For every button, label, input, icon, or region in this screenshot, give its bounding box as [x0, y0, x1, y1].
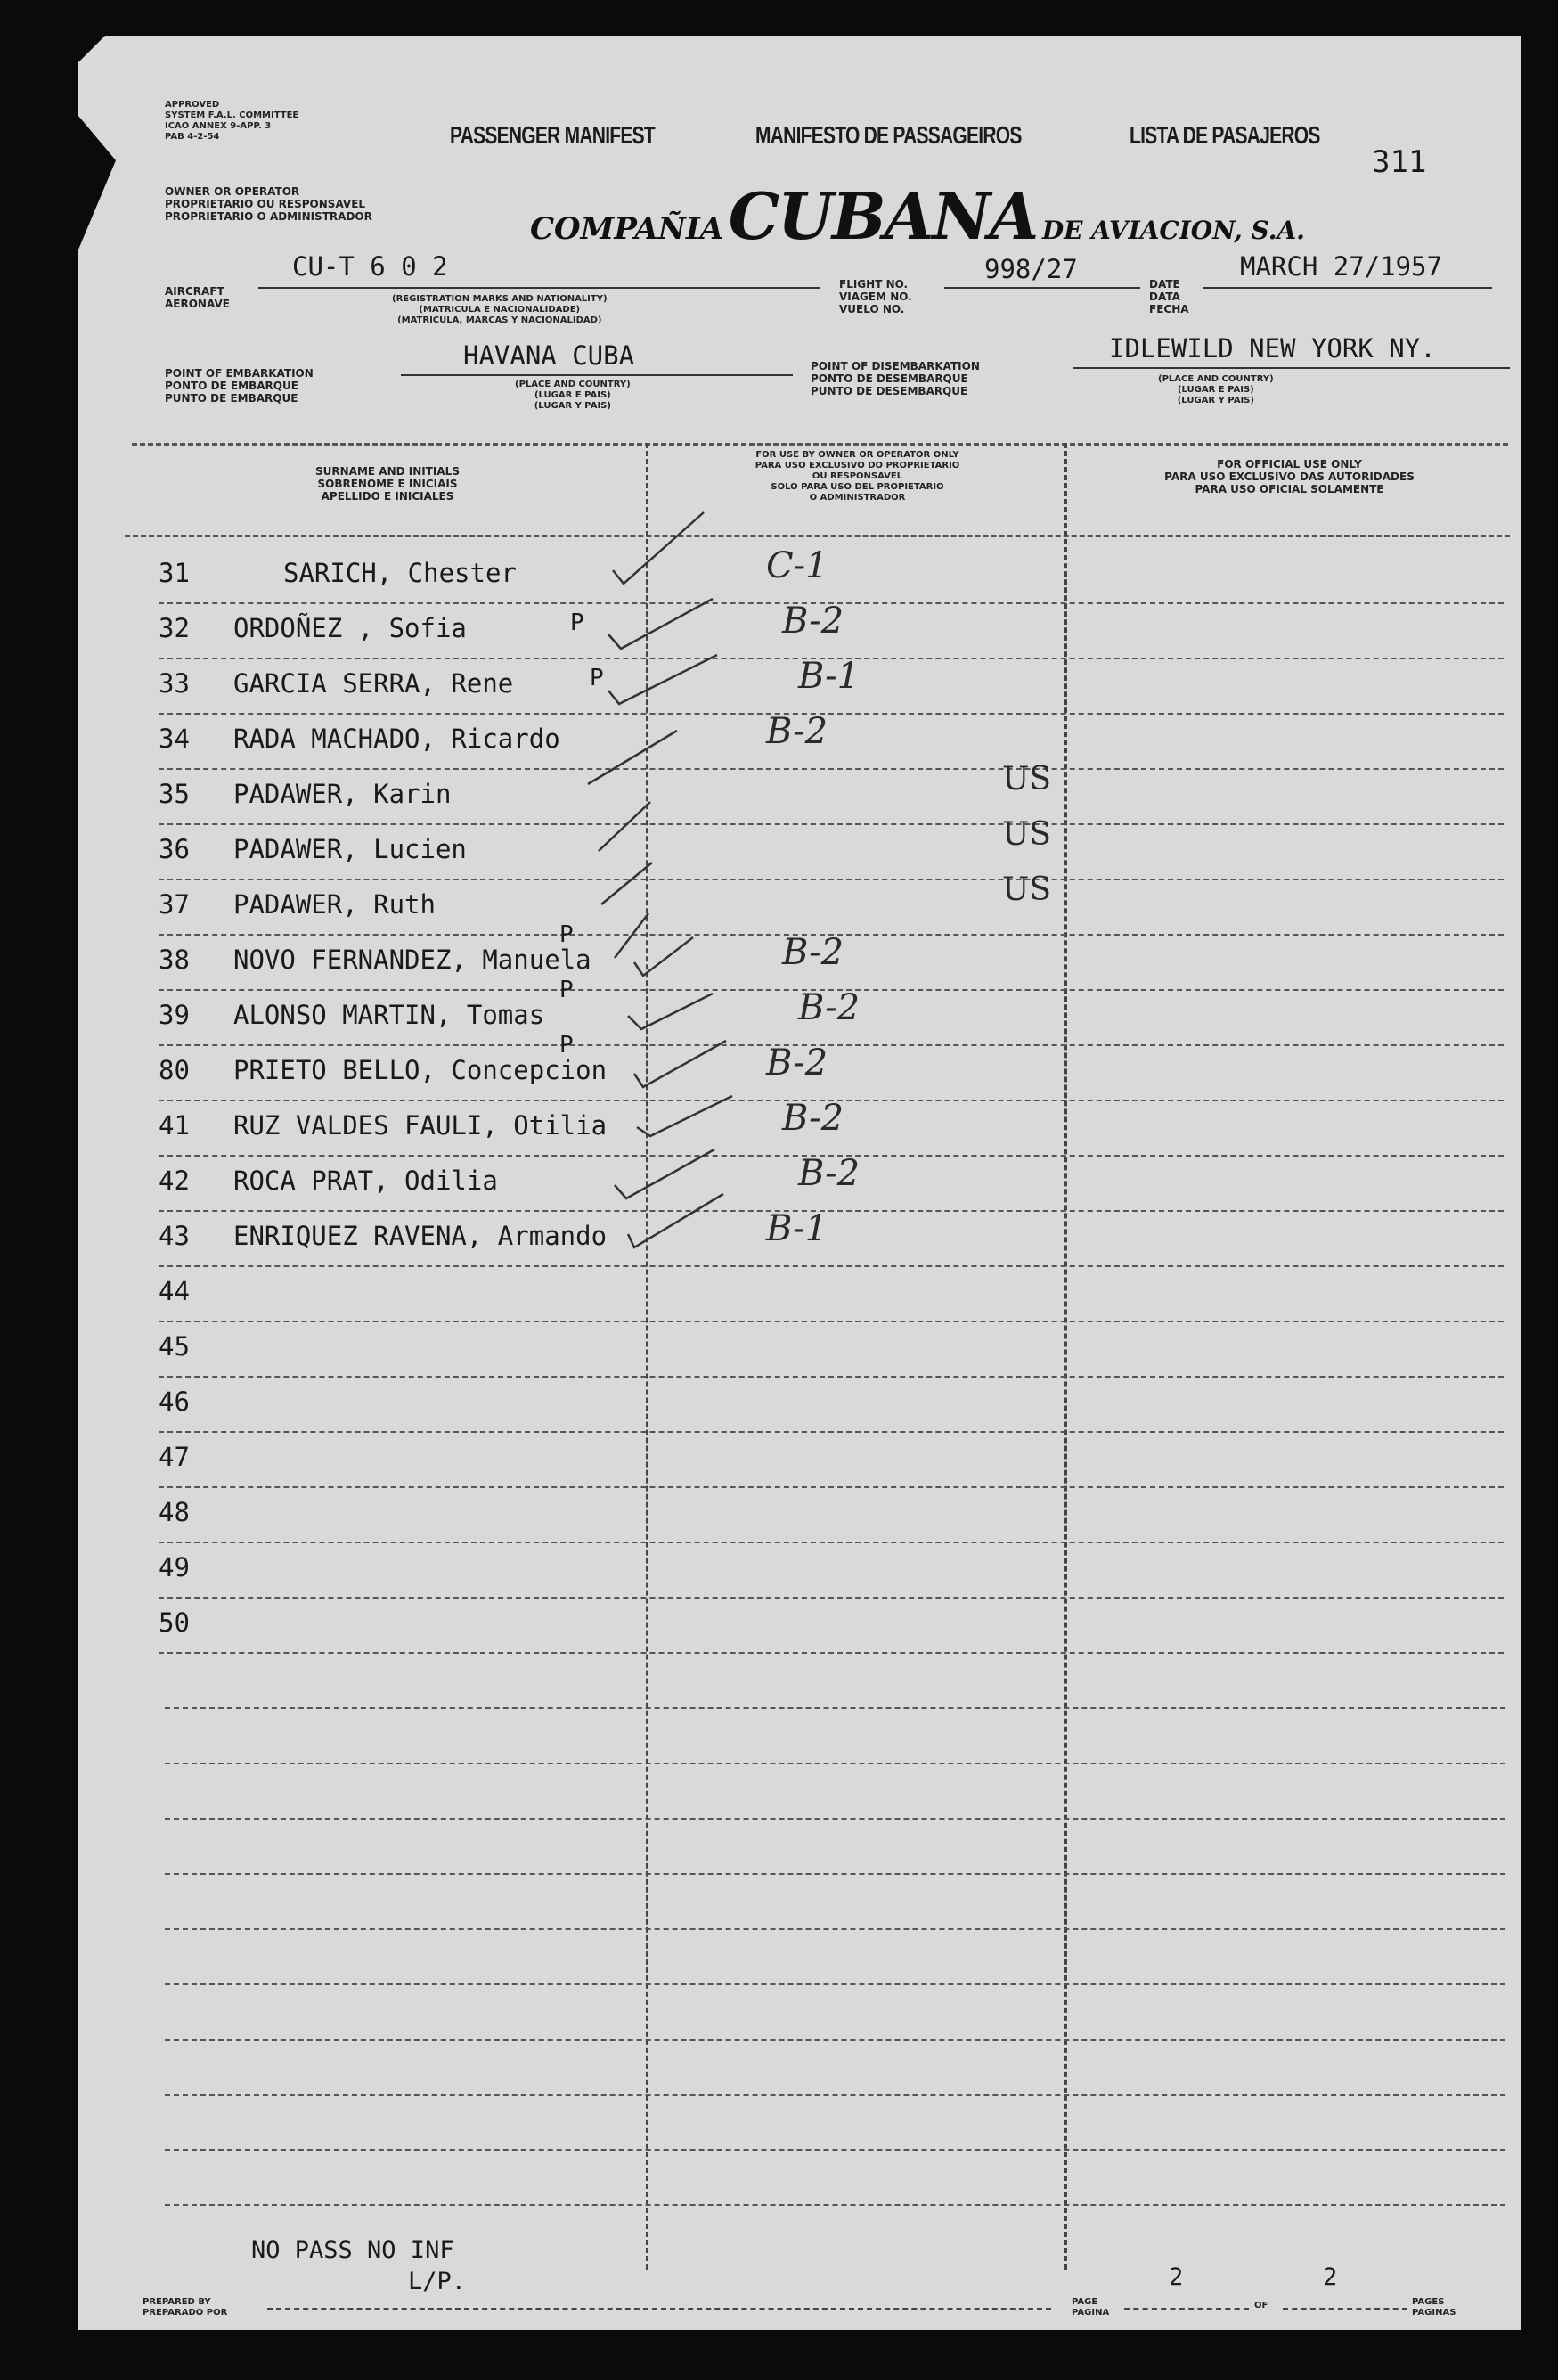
flight-label: VUELO NO. [839, 303, 905, 315]
table-row [0, 816, 1558, 886]
row-rule [159, 713, 1504, 715]
approval-line: APPROVED [165, 100, 220, 110]
blank-row-rule [165, 2039, 1505, 2041]
embarkation-labels [165, 367, 314, 405]
aircraft-underline [258, 287, 820, 289]
disembarkation-sublabel: (LUGAR Y PAIS) [1177, 396, 1254, 405]
footer-note-2: L/P. [408, 2268, 467, 2295]
row-rule [159, 1597, 1504, 1599]
embarkation-sublabel: (LUGAR E PAIS) [534, 390, 611, 400]
aircraft-sublabel: (REGISTRATION MARKS AND NATIONALITY) [392, 294, 608, 304]
date-labels [1149, 278, 1189, 315]
row-rule [159, 1486, 1504, 1488]
row-number: 33 [159, 668, 190, 699]
column-header-surname [134, 465, 641, 503]
embarkation-label: PUNTO DE EMBARQUE [165, 392, 298, 405]
row-rule [159, 1376, 1504, 1378]
table-row [0, 1098, 1558, 1162]
pages-underline [1283, 2308, 1407, 2310]
visa-code: C-1 [766, 545, 828, 586]
pages-label: PAGES [1412, 2297, 1445, 2307]
column-header-line: PARA USO EXCLUSIVO DO PROPRIETARIO [755, 461, 960, 470]
flight-value: 998/27 [984, 254, 1078, 284]
row-number: 35 [159, 779, 190, 809]
passenger-name: ENRIQUEZ RAVENA, Armando [233, 1221, 608, 1251]
row-number: 47 [159, 1442, 190, 1472]
visa-code: B-2 [766, 1043, 828, 1084]
blank-row-rule [165, 1818, 1505, 1820]
table-row [0, 1493, 1558, 1549]
title-lista-pasajeros: LISTA DE PASAJEROS [1130, 121, 1320, 149]
embarkation-sublabel: (LUGAR Y PAIS) [534, 401, 611, 411]
visa-code: B-2 [782, 932, 844, 973]
column-header-line: FOR USE BY OWNER OR OPERATOR ONLY [755, 450, 959, 460]
official-mark: US [1002, 871, 1052, 908]
column-header-line: SURNAME AND INITIALS [315, 465, 460, 478]
row-number: 31 [159, 558, 190, 588]
column-header-official-use [1073, 458, 1505, 495]
column-header-line: OU RESPONSAVEL [812, 471, 903, 481]
footer-note-1: NO PASS NO INF [251, 2237, 454, 2264]
blank-row-rule [165, 1983, 1505, 1985]
embarkation-label: POINT OF EMBARKATION [165, 367, 314, 380]
passenger-name: PADAWER, Lucien [233, 834, 467, 864]
owner-label: PROPRIETARIO OU RESPONSAVEL [165, 198, 366, 210]
table-row [0, 761, 1558, 830]
blank-row-rule [165, 1763, 1505, 1764]
page-number: 2 [1169, 2263, 1184, 2291]
row-number: 32 [159, 613, 190, 643]
visa-code: B-2 [798, 1153, 861, 1194]
column-header-line: FOR OFFICIAL USE ONLY [1217, 458, 1362, 470]
passenger-name: RUZ VALDES FAULI, Otilia [233, 1110, 608, 1141]
passenger-name: RADA MACHADO, Ricardo [233, 724, 560, 754]
table-row [0, 1549, 1558, 1604]
passenger-name: NOVO FERNANDEZ, Manuela [233, 945, 591, 975]
visa-code: B-1 [766, 1208, 828, 1249]
owner-labels [165, 185, 372, 223]
row-number: 49 [159, 1552, 190, 1583]
flight-label: VIAGEM NO. [839, 290, 912, 303]
prepared-by-underline [267, 2308, 1051, 2310]
airline-prefix: COMPAÑIA [530, 211, 724, 247]
flight-labels [839, 278, 912, 315]
prepared-by-labels [143, 2297, 227, 2319]
table-row [0, 1383, 1558, 1438]
page-underline [1124, 2308, 1249, 2310]
row-rule [159, 1044, 1504, 1046]
blank-row-rule [165, 2149, 1505, 2151]
airline-logo [530, 178, 1305, 254]
title-manifesto-passageiros: MANIFESTO DE PASSAGEIROS [755, 121, 1022, 149]
column-header-line: PARA USO OFICIAL SOLAMENTE [1195, 483, 1384, 495]
passenger-name: PRIETO BELLO, Concepcion [233, 1055, 608, 1085]
row-number: 38 [159, 945, 190, 975]
table-row [0, 1604, 1558, 1659]
of-label: OF [1254, 2301, 1268, 2310]
visa-code: B-2 [766, 711, 828, 752]
table-row [0, 871, 1558, 941]
row-number: 36 [159, 834, 190, 864]
visa-code: B-2 [782, 1098, 844, 1139]
table-row [0, 921, 1558, 996]
row-rule [159, 1431, 1504, 1433]
passenger-name: ALONSO MARTIN, Tomas [233, 1000, 545, 1030]
aircraft-label: AIRCRAFT [165, 285, 224, 298]
disembarkation-underline [1073, 367, 1510, 369]
visa-code: B-2 [798, 987, 861, 1028]
row-rule [159, 1265, 1504, 1267]
aircraft-sublabels [392, 294, 608, 326]
blank-row-rule [165, 1707, 1505, 1709]
aircraft-sublabel: (MATRICULA, MARCAS Y NACIONALIDAD) [397, 315, 602, 325]
aircraft-label: AERONAVE [165, 298, 230, 310]
row-rule [159, 1542, 1504, 1543]
row-number: 43 [159, 1221, 190, 1251]
disembarkation-label: PUNTO DE DESEMBARQUE [811, 385, 968, 397]
table-row [0, 1272, 1558, 1328]
aircraft-labels [165, 285, 230, 310]
official-mark: US [1002, 761, 1052, 797]
table-row [0, 1032, 1558, 1107]
row-number: 45 [159, 1331, 190, 1362]
column-header-line: SOBRENOME E INICIAIS [317, 478, 458, 490]
approval-block [165, 100, 298, 143]
embarkation-value: HAVANA CUBA [463, 340, 635, 371]
approval-line: SYSTEM F.A.L. COMMITTEE [165, 110, 299, 120]
page-label: PAGE [1072, 2297, 1098, 2307]
passenger-name: PADAWER, Ruth [233, 889, 436, 920]
table-row [0, 1328, 1558, 1383]
row-number: 44 [159, 1276, 190, 1306]
passenger-name: SARICH, Chester [283, 558, 517, 588]
date-label: DATE [1149, 278, 1180, 290]
table-row [0, 711, 1558, 775]
airline-suffix: DE AVIACION, S.A. [1041, 216, 1305, 245]
page-labels [1072, 2297, 1109, 2319]
row-number: 42 [159, 1165, 190, 1196]
row-rule [159, 1321, 1504, 1322]
date-label: DATA [1149, 290, 1180, 303]
visa-code: B-1 [798, 656, 861, 697]
date-value: MARCH 27/1957 [1240, 251, 1442, 282]
aircraft-sublabel: (MATRICULA E NACIONALIDADE) [419, 305, 581, 315]
embarkation-underline [401, 374, 793, 376]
column-header-line: APELLIDO E INICIALES [321, 490, 454, 503]
column-header-line: O ADMINISTRADOR [809, 493, 906, 503]
flight-label: FLIGHT NO. [839, 278, 909, 290]
table-header-rule [125, 535, 1510, 537]
blank-row-rule [165, 2204, 1505, 2206]
column-header-owner-use [655, 450, 1060, 503]
table-row [0, 545, 1558, 609]
passenger-name: ORDOÑEZ , Sofia [233, 613, 467, 643]
visa-code: B-2 [782, 601, 844, 642]
date-label: FECHA [1149, 303, 1189, 315]
row-number: 80 [159, 1055, 190, 1085]
prepared-by-label: PREPARADO POR [143, 2308, 228, 2318]
row-rule [159, 879, 1504, 880]
owner-label: OWNER OR OPERATOR [165, 185, 300, 198]
passenger-name: GARCIA SERRA, Rene [233, 668, 514, 699]
passport-mark: P [559, 1032, 574, 1059]
row-rule [159, 1652, 1504, 1654]
blank-row-rule [165, 2094, 1505, 2096]
disembarkation-label: PONTO DE DESEMBARQUE [811, 372, 968, 385]
disembarkation-sublabel: (LUGAR E PAIS) [1177, 385, 1254, 395]
page-stamp: 311 [1372, 144, 1427, 180]
row-rule [159, 1210, 1504, 1212]
passport-mark: P [559, 921, 574, 948]
table-top-rule [132, 443, 1508, 446]
column-header-line: SOLO PARA USO DEL PROPIETARIO [771, 482, 944, 492]
official-mark: US [1002, 816, 1052, 853]
pages-number: 2 [1323, 2263, 1338, 2291]
approval-line: PAB 4-2-54 [165, 132, 220, 142]
aircraft-value: CU-T 6 0 2 [292, 251, 448, 282]
blank-row-rule [165, 1928, 1505, 1930]
embarkation-sublabel: (PLACE AND COUNTRY) [515, 380, 631, 389]
row-number: 34 [159, 724, 190, 754]
row-rule [159, 768, 1504, 770]
row-number: 41 [159, 1110, 190, 1141]
passport-mark: P [570, 609, 584, 636]
table-row [0, 1208, 1558, 1272]
title-passenger-manifest: PASSENGER MANIFEST [450, 121, 655, 149]
page-label: PAGINA [1072, 2308, 1110, 2318]
embarkation-label: PONTO DE EMBARQUE [165, 380, 298, 392]
column-header-line: PARA USO EXCLUSIVO DAS AUTORIDADES [1164, 470, 1415, 483]
row-number: 50 [159, 1607, 190, 1638]
pages-labels [1412, 2297, 1456, 2319]
date-underline [1203, 287, 1492, 289]
passport-mark: P [559, 977, 574, 1003]
table-row [0, 1438, 1558, 1493]
embarkation-sublabels [515, 380, 631, 412]
row-number: 37 [159, 889, 190, 920]
disembarkation-labels [811, 360, 980, 397]
table-row [0, 601, 1558, 665]
disembarkation-sublabel: (PLACE AND COUNTRY) [1158, 374, 1274, 384]
blank-row-rule [165, 1873, 1505, 1875]
passenger-name: ROCA PRAT, Odilia [233, 1165, 498, 1196]
approval-line: ICAO ANNEX 9-APP. 3 [165, 121, 272, 131]
disembarkation-value: IDLEWILD NEW YORK NY. [1109, 333, 1436, 364]
row-number: 39 [159, 1000, 190, 1030]
passport-mark: P [590, 665, 604, 691]
disembarkation-sublabels [1158, 374, 1274, 406]
pages-label: PAGINAS [1412, 2308, 1456, 2318]
passenger-name: PADAWER, Karin [233, 779, 452, 809]
flight-underline [944, 287, 1140, 289]
disembarkation-label: POINT OF DISEMBARKATION [811, 360, 980, 372]
prepared-by-label: PREPARED BY [143, 2297, 211, 2307]
row-number: 48 [159, 1497, 190, 1527]
airline-name: CUBANA [728, 178, 1038, 254]
owner-label: PROPRIETARIO O ADMINISTRADOR [165, 210, 372, 223]
row-rule [159, 823, 1504, 825]
row-number: 46 [159, 1386, 190, 1417]
